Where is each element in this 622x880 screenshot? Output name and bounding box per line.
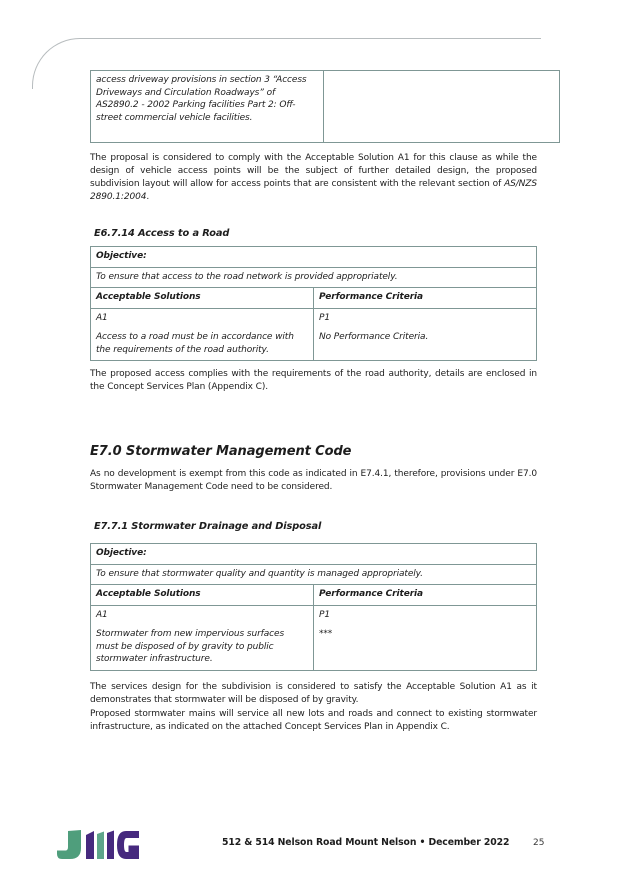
performance-criteria-cell bbox=[314, 308, 537, 361]
continued-table-left-cell: access driveway provisions in section 3 “Access Driveways and Circulation Roadways” of AS2890.2 - 2002 Parking facilities Part 2: Off-street commercial vehicle facilities. bbox=[91, 71, 324, 143]
table-row bbox=[91, 71, 560, 143]
access-closing-paragraph: The proposed access complies with the requirements of the road authority, details are enclosed in the Concept Services Plan (Appendix C). bbox=[90, 369, 537, 392]
column-header-acceptable-solutions: Acceptable Solutions bbox=[91, 288, 314, 309]
criteria-text: *** bbox=[319, 629, 333, 639]
column-header-performance-criteria: Performance Criteria bbox=[314, 585, 537, 606]
column-header-performance-criteria: Performance Criteria bbox=[314, 288, 537, 309]
continued-table bbox=[90, 70, 560, 143]
objective-label: Objective: bbox=[91, 247, 537, 268]
stormwater-mains-paragraph: Proposed stormwater mains will service all new lots and roads and connect to existing stormwater infrastructure, as indicated on the attached Concept Services Plan in Appendix C. bbox=[90, 709, 537, 732]
page-number: 25 bbox=[533, 838, 545, 848]
standard-reference: AS/NZS 2890.1:2004 bbox=[90, 179, 537, 202]
vehicle-access-paragraph bbox=[90, 152, 537, 204]
criteria-text: No Performance Criteria. bbox=[319, 332, 429, 342]
objective-text: To ensure that stormwater quality and quantity is managed appropriately. bbox=[91, 564, 537, 585]
table-row bbox=[91, 247, 537, 268]
column-header-acceptable-solutions: Acceptable Solutions bbox=[91, 585, 314, 606]
heading-e7-7-1: E7.7.1 Stormwater Drainage and Disposal bbox=[94, 521, 322, 532]
vehicle-access-paragraph-text: The proposal is considered to comply with the Acceptable Solution A1 for this clause as while the design of vehicle access points will be the subject of further detailed design, the proposed subdivision layout will allow for access points that are consistent with the relevant section of bbox=[90, 153, 537, 189]
table-row bbox=[91, 308, 537, 361]
table-row bbox=[91, 605, 537, 670]
table-row bbox=[91, 267, 537, 288]
access-to-road-table bbox=[90, 246, 537, 361]
services-design-paragraph: The services design for the subdivision is considered to satisfy the Acceptable Solution A1 as it demonstrates that stormwater will be disposed of by gravity. bbox=[90, 682, 537, 705]
continued-table-right-cell bbox=[324, 71, 560, 143]
stormwater-code-paragraph: As no development is exempt from this code as indicated in E7.4.1, therefore, provisions under E7.0 Stormwater Management Code need to be considered. bbox=[90, 469, 537, 492]
solution-code: A1 bbox=[96, 312, 108, 323]
performance-criteria-cell bbox=[314, 605, 537, 670]
solution-code: A1 bbox=[96, 609, 108, 620]
table-row bbox=[91, 544, 537, 565]
table-row bbox=[91, 564, 537, 585]
objective-text: To ensure that access to the road network is provided appropriately. bbox=[91, 267, 537, 288]
solution-text: Access to a road must be in accordance with the requirements of the road authority. bbox=[96, 332, 294, 355]
objective-label: Objective: bbox=[91, 544, 537, 565]
acceptable-solution-cell bbox=[91, 605, 314, 670]
table-row bbox=[91, 585, 537, 606]
criteria-code: P1 bbox=[319, 312, 330, 323]
vehicle-access-paragraph-end: . bbox=[146, 192, 150, 202]
footer-project-line: 512 & 514 Nelson Road Mount Nelson • December 2022 bbox=[222, 837, 510, 848]
heading-e7-0: E7.0 Stormwater Management Code bbox=[90, 444, 352, 459]
jmg-logo-icon bbox=[56, 829, 140, 861]
table-row bbox=[91, 288, 537, 309]
criteria-code: P1 bbox=[319, 609, 330, 620]
acceptable-solution-cell bbox=[91, 308, 314, 361]
solution-text: Stormwater from new impervious surfaces must be disposed of by gravity to public stormwater infrastructure. bbox=[96, 629, 285, 664]
heading-e6-7-14: E6.7.14 Access to a Road bbox=[94, 228, 230, 239]
stormwater-drainage-table bbox=[90, 543, 537, 671]
jmg-logo bbox=[56, 829, 140, 865]
